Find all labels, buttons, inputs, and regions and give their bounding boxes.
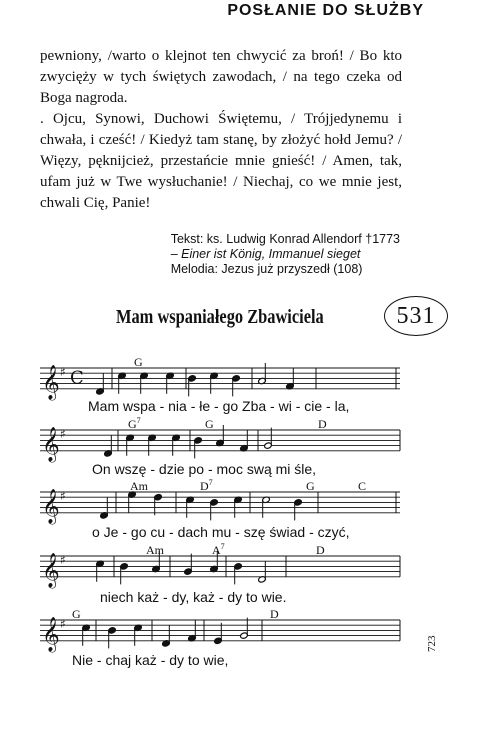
verse-paragraph-2: . Ojcu, Synowi, Duchowi Świętemu, / Trójjedynemu i chwała, i cześć! / Kiedyż tam stanę, by złożyć hołd Jemu? / Więzy, pęknijcież, przestańcie mnie gnieść! / Amen, tak, ufam już w Twe wysłuchanie! / Niechaj, co we mnie jest, chwali Cię, Panie!: [40, 111, 402, 211]
chord-symbol: $G^7$: [128, 416, 141, 431]
chord-symbol: G: [134, 355, 143, 369]
treble-clef-icon: 𝄞: [42, 552, 60, 588]
chord-symbol: C: [358, 479, 367, 493]
chord-symbol: G: [306, 479, 315, 493]
page-number: 723: [426, 635, 438, 652]
chord-symbol: Am: [146, 543, 164, 557]
chord-symbol: G: [205, 417, 214, 431]
sharp-icon: ♯: [60, 553, 66, 568]
chord-symbol: $A^7$: [212, 542, 225, 557]
chord-symbol: G: [72, 607, 81, 621]
chord-symbol: D: [316, 543, 325, 557]
credit-melody: Melodia: Jezus już przyszedł (108): [170, 262, 363, 276]
lyrics-line-5: Nie - chaj każ - dy to wie,: [72, 652, 229, 668]
treble-clef-icon: 𝄞: [42, 488, 60, 524]
treble-clef-icon: 𝄞: [42, 426, 60, 462]
sharp-icon: ♯: [60, 489, 66, 504]
credit-original-title: – Einer ist König, Immanuel sieget: [170, 247, 361, 261]
lyrics-line-3: o Je - go cu - dach mu - szę świad - czyć,: [92, 524, 350, 540]
chord-symbol: D: [270, 607, 279, 621]
page-header: POSŁANIE DO SŁUŻBY: [227, 2, 424, 19]
treble-clef-icon: 𝄞: [42, 364, 60, 400]
sharp-icon: ♯: [60, 427, 66, 442]
sharp-icon: ♯: [60, 617, 66, 632]
hymn-number-badge: 531: [384, 296, 448, 336]
chord-symbol: D: [318, 417, 327, 431]
treble-clef-icon: 𝄞: [42, 616, 60, 652]
sharp-icon: ♯: [60, 365, 66, 380]
credit-text-author: Tekst: ks. Ludwig Konrad Allendorf †1773: [170, 232, 400, 246]
lyrics-line-1: Mam wspa - nia - łe - go Zba - wi - cie - la,: [88, 398, 350, 414]
chord-symbol: Am: [130, 479, 148, 493]
time-signature-icon: C: [70, 367, 84, 389]
song-title: Mam wspaniałego Zbawiciela: [116, 306, 324, 328]
lyrics-line-4: niech każ - dy, każ - dy to wie.: [100, 589, 287, 605]
lyrics-line-2: On wszę - dzie po - moc swą mi śle,: [92, 461, 317, 477]
chord-symbol: $D^7$: [200, 478, 213, 493]
verse-paragraph-1: pewniony, /warto o klejnot ten chwycić za broń! / Bo kto zwycięży w tych świętych zawodach, / na tego czeka od Boga nagroda.: [40, 48, 402, 106]
